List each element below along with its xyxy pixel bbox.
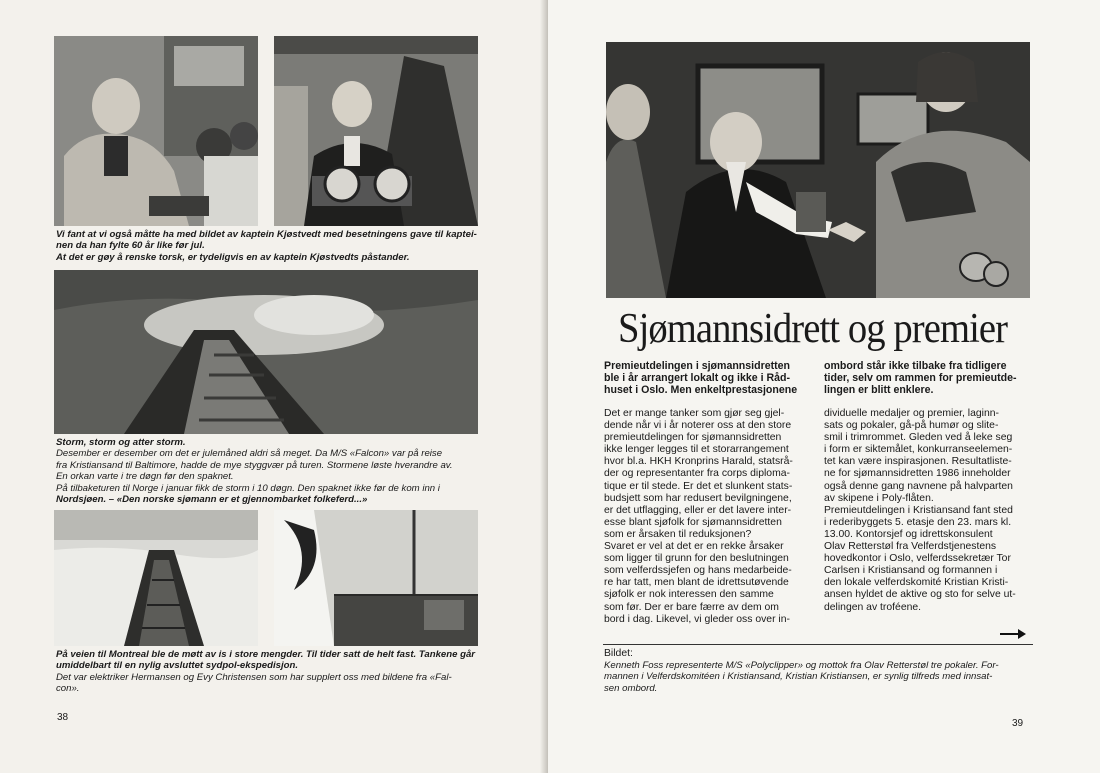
body-left-line: tique er til stede. Er det et slunkent stats-: [604, 480, 793, 492]
body-left-line: er det utflagging, eller er det lavere inter-: [604, 504, 792, 516]
page-number-right: 39: [1012, 718, 1024, 729]
left-page: [0, 0, 548, 773]
lead-left-line3: huset i Oslo. Men enkeltprestasjonene: [604, 384, 798, 396]
body-right-line: dividuelle medaljer og premier, laginn-: [824, 408, 1000, 419]
body-left-line: som ligger til grunn for den beslutningen: [604, 553, 789, 565]
caption-divider: [603, 644, 1033, 645]
body-right-line: hovedkontor i Oslo, velferdssekretær Tor: [824, 553, 1011, 565]
photo-caption: [604, 660, 1034, 694]
lead-column-left: [604, 360, 808, 396]
right-arrow-icon: [1000, 628, 1026, 643]
lead-left-line2: ble i år arrangert lokalt og ikke i Råd-: [604, 372, 791, 384]
body-right-line: den lokale velferdskomité Kristian Kristi-: [824, 577, 1009, 589]
body-left-line: ikke lenger legges til et storarrangement: [604, 444, 789, 456]
body-left-line: bord i dag. Likevel, vi gleder oss over in-: [604, 613, 790, 625]
article-headline: Sjømannsidrett og premier: [618, 306, 1008, 352]
body-left-line: som er årsaken til reduksjonen?: [604, 528, 752, 540]
body-right-line: Olav Retterstøl fra Velferdstjenestens: [824, 541, 997, 553]
body-left-line: dende når vi i år noterer oss at den store: [604, 420, 792, 432]
caption-captain: [56, 229, 486, 263]
photo-captain-gift: [274, 36, 478, 226]
photo-ice-ship: [54, 510, 258, 646]
body-column-right: [824, 408, 1028, 614]
caption-storm-line2: Desember er desember om det er julemåned aldri så meget. Da M/S «Falcon» var på reise: [56, 448, 443, 460]
body-right-line: Premieutdelingen i Kristiansand fant sted: [824, 504, 1013, 516]
photo-storm-ship: [54, 270, 478, 434]
lead-right-line1: ombord står ikke tilbake fra tidligere: [824, 360, 1007, 372]
body-right-line: 13.00. Kontorsjef og idrettskonsulent: [824, 528, 993, 540]
body-left-line: esse blant sjøfolk for sjømannsidretten: [604, 516, 782, 528]
lead-left-line1: Premieutdelingen i sjømannsidretten: [604, 360, 791, 372]
body-right-line: tet kan være inspirasjonen. Resultatliste-: [824, 456, 1012, 468]
body-right-line: av skipene i Poly-flåten.: [824, 492, 934, 504]
caption-storm-line3: fra Kristiansand til Baltimore, hadde de mye styggvær på turen. Stormene løste hverandre av.: [56, 459, 453, 471]
caption-storm-line4: En orkan varte i tre døgn før den spaknet.: [56, 471, 234, 483]
lead-right-line3: lingen er blitt enklere.: [824, 384, 934, 396]
body-right-line: ansen hyldet de aktive og sto for selve ut-: [824, 589, 1016, 601]
body-left-line: re har tatt, men blant de idrettsutøvende: [604, 577, 789, 589]
caption-storm: [56, 437, 486, 505]
body-left-line: Det er mange tanker som gjør seg gjel-: [604, 408, 785, 419]
body-left-line: Svaret er vel at det er en rekke årsaker: [604, 541, 784, 553]
caption-captain-line1: Vi fant at vi også måtte ha med bildet av kaptein Kjøstvedt med besetningens gave til kaptei-: [56, 229, 477, 240]
body-left-line: hvor bl.a. HKH Kronprins Harald, statsrå-: [604, 456, 793, 468]
body-right-line: også denne gang navnene på halvparten: [824, 480, 1013, 492]
caption-captain-line2: nen da han fylte 60 år like før jul.: [56, 240, 205, 252]
body-left-line: budsjett som har redusert bevilgningene,: [604, 492, 792, 504]
page-number-left: 38: [57, 712, 69, 723]
caption-storm-line1: Storm, storm og atter storm.: [56, 437, 186, 448]
right-page: [548, 0, 1100, 773]
body-left-line: som før. Der er bare færre av dem om: [604, 601, 779, 613]
lead-column-right: [824, 360, 1028, 396]
photo-caption-line2: mannen i Velferdskomitéen i Kristiansand, Kristian Kristiansen, er synlig tilfreds med innsat-: [604, 671, 993, 683]
body-column-left: [604, 408, 808, 626]
caption-ice-line3: Det var elektriker Hermansen og Evy Christensen som har supplert oss med bildene fra «Fal-: [56, 671, 452, 683]
body-left-line: der og representanter fra corps diploma-: [604, 468, 790, 480]
photo-caption-line1: Kenneth Foss representerte M/S «Polyclipper» og mottok fra Olav Retterstøl tre pokaler. For-: [604, 660, 999, 671]
body-right-line: smil i trimrommet. Gleden ved å leke seg: [824, 432, 1013, 444]
body-right-line: i rederibyggets 5. etasje den 23. mars kl.: [824, 516, 1012, 528]
lead-right-line2: tider, selv om rammen for premieutde-: [824, 372, 1017, 384]
caption-ice-line2: umiddelbart til en nylig avsluttet sydpol-ekspedisjon.: [56, 660, 299, 672]
caption-ice: [56, 649, 486, 695]
body-right-line: ne for sjømannsidretten 1986 inneholder: [824, 468, 1011, 480]
body-left-line: sjøfolk er nok interessen den samme: [604, 589, 774, 601]
body-right-line: sats og pokaler, gå-på humør og slite-: [824, 420, 999, 432]
caption-ice-line1: På veien til Montreal ble de møtt av is i store mengder. Til tider satt de helt fast. Tankene går: [56, 649, 476, 660]
photo-ice-deck: [274, 510, 478, 646]
body-left-line: premieutdelingen for sjømannsidretten: [604, 432, 782, 444]
photo-cook-galley: [54, 36, 258, 226]
body-left-line: som velferdssjefen og hans medarbeide-: [604, 565, 792, 577]
body-right-line: i form er siktemålet, konkurranseelemen-: [824, 444, 1013, 456]
body-right-line: Carlsen i Kristiansand og formannen i: [824, 565, 998, 577]
photo-prize-handshake: [606, 42, 1030, 298]
caption-captain-line3: At det er gøy å renske torsk, er tydeligvis en av kaptein Kjøstvedts påstander.: [56, 251, 410, 263]
photo-caption-line3: sen ombord.: [604, 682, 658, 694]
photo-caption-label: Bildet:: [604, 648, 633, 659]
caption-ice-line4: con».: [56, 683, 80, 695]
caption-storm-line6: Nordsjøen. – «Den norske sjømann er et gjennombarket folkeferd...»: [56, 494, 368, 506]
caption-storm-line5: På tilbaketuren til Norge i januar fikk de storm i 10 døgn. Den spaknet ikke før de kom inn i: [56, 482, 440, 494]
body-right-line: delingen av troféene.: [824, 601, 922, 613]
